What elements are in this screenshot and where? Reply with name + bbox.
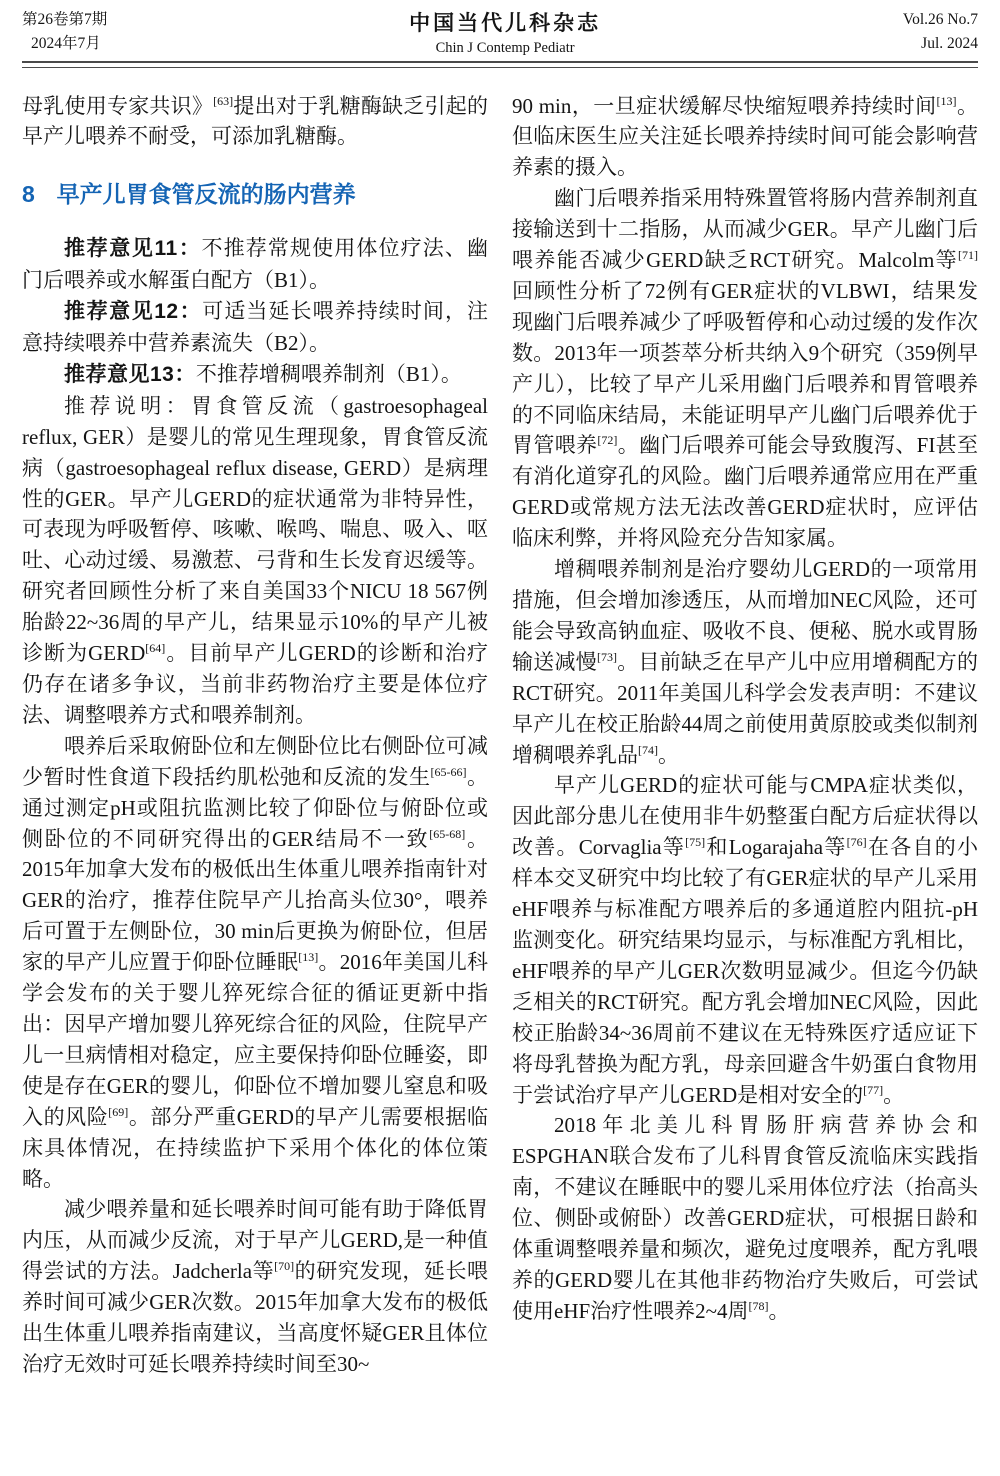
- paragraph: 推荐意见12：可适当延长喂养持续时间，注意持续喂养中营养素流失（B2）。: [22, 299, 489, 356]
- paragraph: 推荐意见11：不推荐常规使用体位疗法、幽门后喂养或水解蛋白配方（B1）。: [22, 236, 488, 293]
- section-heading: [22, 179, 488, 209]
- paragraph: 减少喂养量和延长喂养时间可能有助于降低胃内压，从而减少反流，对于早产儿GERD,是一种值得尝试的方法。Jadcherla等[70]的研究发现，延长喂养时间可减少GER次数。2015年加拿大发布的极低出生体重儿喂养指南建议，当高度怀疑GER且体位治疗无效时可延长喂养持续时间至30~: [22, 1197, 488, 1376]
- reference-marker: [69]: [108, 1104, 129, 1119]
- reference-marker: [65-66]: [430, 764, 467, 779]
- reference-marker: [64]: [145, 641, 166, 656]
- issue-date-en: Jul. 2024: [921, 35, 978, 52]
- column-left: [22, 91, 488, 1380]
- reference-marker: [76]: [846, 835, 867, 850]
- volume-number-en: Vol.26 No.7: [902, 11, 978, 28]
- issue-info-en: [903, 8, 978, 58]
- recommendation-label: 推荐意见11：: [64, 237, 202, 261]
- reference-marker: [74]: [638, 742, 658, 757]
- issue-date-cn: 2024年7月: [31, 35, 101, 52]
- running-head: [22, 8, 978, 58]
- section-number: 8: [22, 181, 35, 208]
- paragraph: 增稠喂养制剂是治疗婴幼儿GERD的一项常用措施，但会增加渗透压，从而增加NEC风险，还可能会导致高钠血症、吸收不良、便秘、脱水或胃肠输送减慢[73]。目前缺乏在早产儿中应用增稠配方的RCT研究。2011年美国儿科学会发表声明：不建议早产儿在校正胎龄44周之前使用黄原胶或类似制剂增稠喂养乳品[74]。: [512, 557, 978, 767]
- reference-marker: [70]: [274, 1259, 295, 1274]
- paragraph: 幽门后喂养指采用特殊置管将肠内营养制剂直接输送到十二指肠，从而减少GER。早产儿幽门后喂养能否减少GERD缺乏RCT研究。Malcolm等[71]回顾性分析了72例有GER症状的VLBWI，结果发现幽门后喂养减少了呼吸暂停和心动过缓的发作次数。2013年一项荟萃分析共纳入9个研究（359例早产儿），比较了早产儿采用幽门后喂养和胃管喂养的不同临床结局，未能证明早产儿幽门后喂养优于胃管喂养[72]。幽门后喂养可能会导致腹泻、FI甚至有消化道穿孔的风险。幽门后喂养通常应用在严重GERD或常规方法无法改善GERD症状时，应评估临床利弊，并将风险充分告知家属。: [512, 186, 979, 551]
- reference-marker: [72]: [597, 433, 618, 448]
- paragraph: 母乳使用专家共识》[63]提出对于乳糖酶缺乏引起的早产儿喂养不耐受，可添加乳糖酶。: [22, 93, 489, 149]
- recommendation-label: 推荐意见13：: [64, 362, 196, 386]
- header-divider: [22, 61, 978, 68]
- issue-info-cn: [22, 8, 107, 58]
- reference-marker: [73]: [596, 649, 617, 664]
- reference-marker: [13]: [298, 950, 319, 965]
- issue-number-cn: 第26卷第7期: [22, 11, 108, 28]
- reference-marker: [78]: [748, 1298, 769, 1313]
- journal-title-cn: 中国当代儿科杂志: [409, 11, 602, 35]
- reference-marker: [71]: [958, 248, 978, 263]
- paragraph: 90 min，一旦症状缓解尽快缩短喂养持续时间[13]。但临床医生应关注延长喂养持续时间可能会影响营养素的摄入。: [512, 93, 979, 180]
- section-title: 早产儿胃食管反流的肠内营养: [56, 181, 356, 208]
- paragraph: 推荐说明：胃食管反流（gastroesophageal reflux, GER）是婴儿的常见生理现象，胃食管反流病（gastroesophageal reflux disease, GERD）是病理性的GER。早产儿GERD的症状通常为非特异性，可表现为呼吸暂停、咳嗽、喉鸣、喘息、吸入、呕吐、心动过缓、易激惹、弓背和生长发育迟缓等。研究者回顾性分析了来自美国33个NICU 18 567例胎龄22~36周的早产儿，结果显示10%的早产儿被诊断为GERD[64]。目前早产儿GERD的诊断和治疗仍存在诸多争议，当前非药物治疗主要是体位疗法、调整喂养方式和喂养制剂。: [22, 393, 488, 727]
- reference-marker: [75]: [685, 835, 706, 850]
- reference-marker: [65-68]: [429, 826, 466, 841]
- paragraph: 推荐意见13：不推荐增稠喂养制剂（B1）。: [64, 361, 462, 386]
- article-body: [22, 91, 978, 1380]
- journal-title-en: Chin J Contemp Pediatr: [435, 40, 575, 56]
- paragraph: 喂养后采取俯卧位和左侧卧位比右侧卧位可减少暂时性食道下段括约肌松弛和反流的发生[65-66]。通过测定pH或阻抗监测比较了仰卧位与俯卧位或侧卧位的不同研究得出的GER结局不一致[65-68]。2015年加拿大发布的极低出生体重儿喂养指南针对GER的治疗，推荐住院早产儿抬高头位30°，喂养后可置于左侧卧位，30 min后更换为俯卧位，但居家的早产儿应置于仰卧位睡眠[13]。2016年美国儿科学会发布的关于婴儿猝死综合征的循证更新中指出：因早产增加婴儿猝死综合征的风险，住院早产儿一旦病情相对稳定，应主要保持仰卧位睡姿，即使是存在GER的婴儿，仰卧位不增加婴儿窒息和吸入的风险[69]。部分严重GERD的早产儿需要根据临床具体情况，在持续监护下采用个体化的体位策略。: [22, 733, 489, 1191]
- reference-marker: [13]: [936, 93, 957, 108]
- paragraph: 早产儿GERD的症状可能与CMPA症状类似，因此部分患儿在使用非牛奶整蛋白配方后症状得以改善。Corvaglia等[75]和Logarajaha等[76]在各自的小样本交叉研究中均比较了有GER症状的早产儿采用eHF喂养与标准配方喂养后的多通道腔内阻抗-pH监测变化。研究结果均显示，与标准配方乳相比，eHF喂养的早产儿GER次数明显减少。但迄今仍缺乏相关的RCT研究。配方乳会增加NEC风险，因此校正胎龄34~36周前不建议在无特殊医疗适应证下将母乳替换为配方乳，母亲回避含牛奶蛋白食物用于尝试治疗早产儿GERD是相对安全的[77]。: [512, 773, 979, 1107]
- journal-title-block: [409, 8, 601, 58]
- paragraph: 2018年北美儿科胃肠肝病营养协会和ESPGHAN联合发布了儿科胃食管反流临床实践指南，不建议在睡眠中的婴儿采用体位疗法（抬高头位、侧卧或俯卧）改善GERD症状，可根据日龄和体重调整喂养量和频次，避免过度喂养，配方乳喂养的GERD婴儿在其他非药物治疗失败后，可尝试使用eHF治疗性喂养2~4周[78]。: [512, 1113, 978, 1323]
- reference-marker: [63]: [213, 93, 234, 108]
- reference-marker: [77]: [863, 1082, 884, 1097]
- column-right: [512, 91, 978, 1380]
- recommendation-label: 推荐意见12：: [64, 300, 203, 324]
